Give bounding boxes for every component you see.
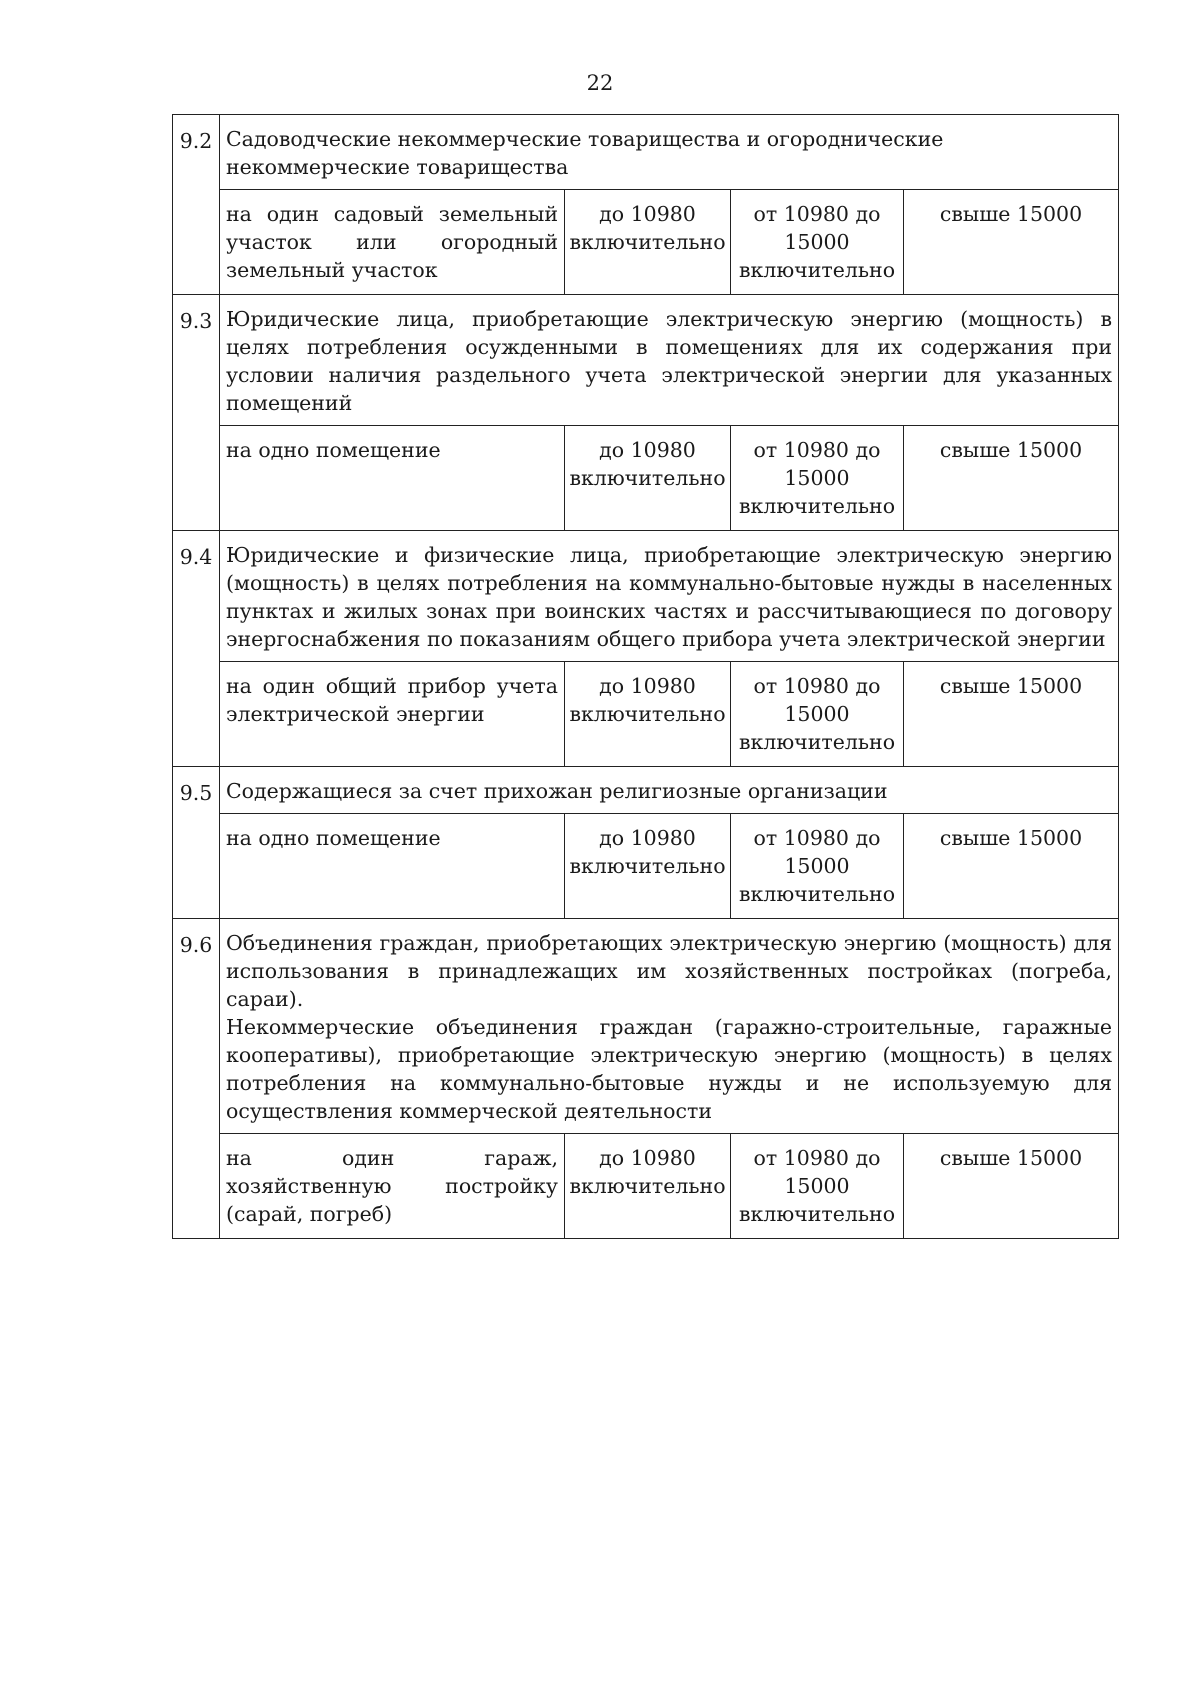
unit-description: на одно помещение xyxy=(220,814,565,919)
category-title: Юридические и физические лица, приобретающие электрическую энергию (мощность) в целях потребления на коммунально-бытовые нужды в населенных пунктах и жилых зонах при воинских частях и рассчитывающиеся по договору энергоснабжения по показаниям общего прибора учета электрической энергии xyxy=(220,531,1119,662)
unit-description: на одно помещение xyxy=(220,426,565,531)
page-number: 22 xyxy=(586,71,614,95)
range-low: до 10980 включительно xyxy=(565,190,731,295)
category-title-part2: Некоммерческие объединения граждан (гаражно-строительные, гаражные кооперативы), приобретающие электрическую энергию (мощность) в целях потребления на коммунально-бытовые нужды и не используемую для осуществления коммерческой деятельности xyxy=(226,1015,1113,1123)
category-title xyxy=(220,919,1119,1134)
range-high: свыше 15000 xyxy=(904,662,1119,767)
table-row xyxy=(173,662,1119,767)
unit-description: на один общий прибор учета электрической энергии xyxy=(220,662,565,767)
range-high: свыше 15000 xyxy=(904,1134,1119,1239)
range-mid: от 10980 до 15000 включительно xyxy=(731,1134,904,1239)
table-row xyxy=(173,814,1119,919)
range-low: до 10980 включительно xyxy=(565,662,731,767)
range-mid: от 10980 до 15000 включительно xyxy=(731,662,904,767)
range-low: до 10980 включительно xyxy=(565,426,731,531)
table-row xyxy=(173,767,1119,814)
range-mid: от 10980 до 15000 включительно xyxy=(731,426,904,531)
range-mid: от 10980 до 15000 включительно xyxy=(731,814,904,919)
table-row xyxy=(173,115,1119,190)
row-number: 9.4 xyxy=(173,531,220,767)
range-low: до 10980 включительно xyxy=(565,1134,731,1239)
range-low: до 10980 включительно xyxy=(565,814,731,919)
table-row xyxy=(173,1134,1119,1239)
range-mid: от 10980 до 15000 включительно xyxy=(731,190,904,295)
category-title: Юридические лица, приобретающие электрическую энергию (мощность) в целях потребления осужденными в помещениях для их содержания при условии наличия раздельного учета электрической энергии для указанных помещений xyxy=(220,295,1119,426)
table-row xyxy=(173,295,1119,426)
table-row xyxy=(173,919,1119,1134)
table-row xyxy=(173,190,1119,295)
category-title-part1: Объединения граждан, приобретающих электрическую энергию (мощность) для использования в принадлежащих им хозяйственных постройках (погреба, сараи). xyxy=(226,931,1113,1011)
unit-description: на один гараж, хозяйственную постройку (сарай, погреб) xyxy=(220,1134,565,1239)
row-number: 9.5 xyxy=(173,767,220,919)
row-number: 9.3 xyxy=(173,295,220,531)
category-title: Садоводческие некоммерческие товарищества и огороднические некоммерческие товарищества xyxy=(220,115,1119,190)
table-row xyxy=(173,531,1119,662)
range-high: свыше 15000 xyxy=(904,426,1119,531)
range-high: свыше 15000 xyxy=(904,814,1119,919)
range-high: свыше 15000 xyxy=(904,190,1119,295)
category-title: Содержащиеся за счет прихожан религиозные организации xyxy=(220,767,1119,814)
row-number: 9.6 xyxy=(173,919,220,1239)
row-number: 9.2 xyxy=(173,115,220,295)
unit-description: на один садовый земельный участок или огородный земельный участок xyxy=(220,190,565,295)
table-row xyxy=(173,426,1119,531)
tariff-table xyxy=(172,114,1119,1239)
